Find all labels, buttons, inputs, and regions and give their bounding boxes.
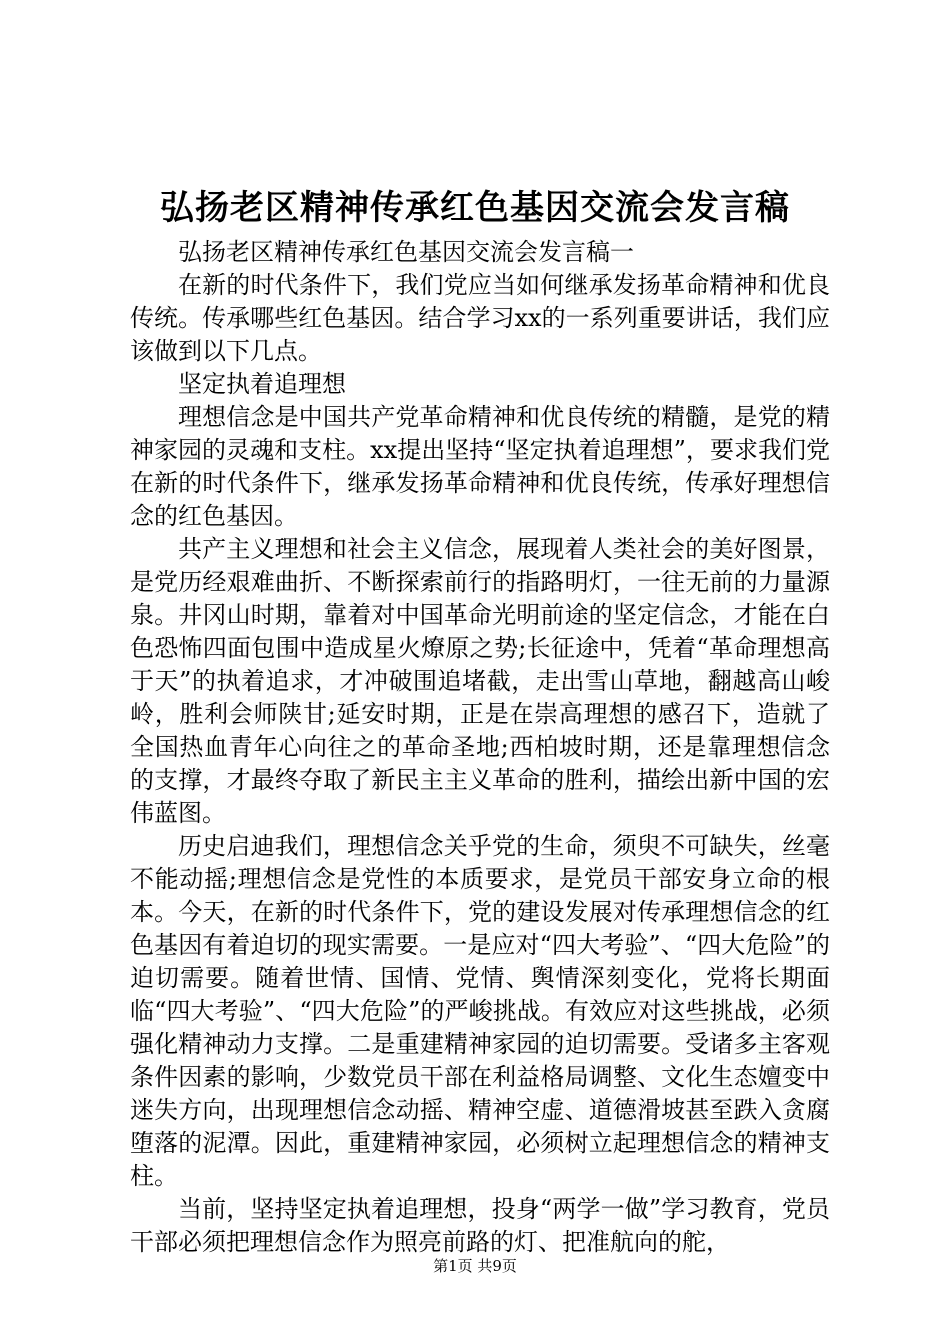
paragraph: 共产主义理想和社会主义信念，展现着人类社会的美好图景，是党历经艰难曲折、不断探索前行的指路明灯，一往无前的力量源泉。井冈山时期，靠着对中国革命光明前途的坚定信念，才能在白色恐怖四面包围中造成星火燎原之势;长征途中，凭着“革命理想高于天”的执着追求，才冲破围追堵截，走出雪山草地，翻越高山峻岭，胜利会师陕甘;延安时期，正是在崇高理想的感召下，造就了全国热血青年心向往之的革命圣地;西柏坡时期，还是靠理想信念的支撑，才最终夺取了新民主主义革命的胜利，描绘出新中国的宏伟蓝图。	[130, 535, 830, 827]
paragraph-intro: 在新的时代条件下，我们党应当如何继承发扬革命精神和优良传统。传承哪些红色基因。结合学习xx的一系列重要讲话，我们应该做到以下几点。	[130, 271, 830, 365]
paragraph: 当前，坚持坚定执着追理想，投身“两学一做”学习教育，党员干部必须把理想信念作为照亮前路的灯、把准航向的舵，	[130, 1195, 830, 1256]
page-number-footer: 第1页 共9页	[433, 1257, 517, 1275]
document-body	[130, 236, 830, 1259]
paragraph: 历史启迪我们，理想信念关乎党的生命，须臾不可缺失，丝毫不能动摇;理想信念是党性的本质要求，是党员干部安身立命的根本。今天，在新的时代条件下，党的建设发展对传承理想信念的红色基因有着迫切的现实需要。一是应对“四大考验”、“四大危险”的迫切需要。随着世情、国情、党情、舆情深刻变化，党将长期面临“四大考验”、“四大危险”的严峻挑战。有效应对这些挑战，必须强化精神动力支撑。二是重建精神家园的迫切需要。受诸多主客观条件因素的影响，少数党员干部在利益格局调整、文化生态嬗变中迷失方向，出现理想信念动摇、精神空虚、道德滑坡甚至跌入贪腐堕落的泥潭。因此，重建精神家园，必须树立起理想信念的精神支柱。	[130, 832, 830, 1190]
section-heading: 坚定执着追理想	[178, 370, 346, 398]
document-title: 弘扬老区精神传承红色基因交流会发言稿	[160, 188, 790, 228]
paragraph-subtitle: 弘扬老区精神传承红色基因交流会发言稿一	[178, 238, 634, 266]
paragraph: 理想信念是中国共产党革命精神和优良传统的精髓，是党的精神家园的灵魂和支柱。xx提出坚持“坚定执着追理想”，要求我们党在新的时代条件下，继承发扬革命精神和优良传统，传承好理想信念的红色基因。	[130, 403, 830, 530]
